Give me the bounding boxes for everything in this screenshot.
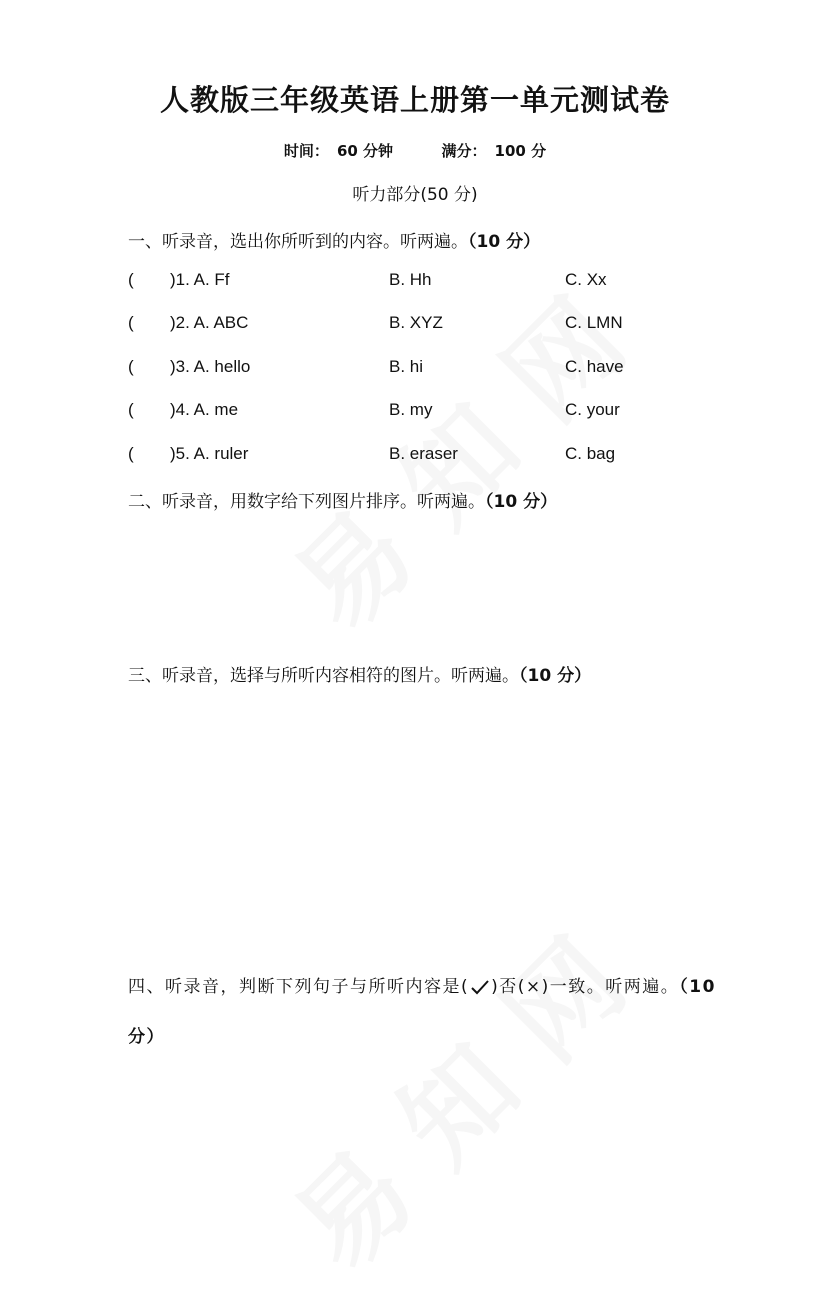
section4-text-2: )否(×)一致。听两遍。 xyxy=(491,977,680,997)
option-c: C. LMN xyxy=(565,313,623,332)
option-c: C. have xyxy=(565,357,624,376)
section2-text: 二、听录音，用数字给下列图片排序。听两遍。 xyxy=(128,492,485,512)
option-c: C. bag xyxy=(565,444,616,463)
question-row xyxy=(128,444,688,470)
exam-meta xyxy=(0,140,830,161)
score-value: 100 分 xyxy=(494,142,547,160)
question-row xyxy=(128,400,688,426)
answer-blank[interactable]: ( xyxy=(128,400,134,419)
section3-text: 三、听录音，选择与所听内容相符的图片。听两遍。 xyxy=(128,666,519,686)
time-value: 60 分钟 xyxy=(336,142,394,160)
section1-score: （10 分） xyxy=(468,232,541,252)
time-label: 时间： xyxy=(283,142,329,160)
option-b: B. Hh xyxy=(389,270,432,289)
option-a: )1. A. Ff xyxy=(170,270,230,289)
option-c: C. your xyxy=(565,400,620,419)
section3-score: （10 分） xyxy=(519,666,592,686)
section2-score: （10 分） xyxy=(485,492,558,512)
section4-heading xyxy=(128,962,718,1062)
section2-heading xyxy=(128,487,557,512)
option-b: B. my xyxy=(389,400,433,419)
answer-blank[interactable]: ( xyxy=(128,444,134,463)
option-b: B. XYZ xyxy=(389,313,443,332)
section1-heading xyxy=(128,227,540,252)
option-a: )2. A. ABC xyxy=(170,313,249,332)
page-title: 人教版三年级英语上册第一单元测试卷 xyxy=(159,83,670,117)
option-a: )4. A. me xyxy=(170,400,239,419)
option-a: )5. A. ruler xyxy=(170,444,249,463)
option-b: B. hi xyxy=(389,357,424,376)
watermark xyxy=(254,899,653,1298)
score-label: 满分： xyxy=(441,142,487,160)
part-heading: 听力部分(50 分) xyxy=(352,185,478,205)
check-mark-icon xyxy=(469,978,491,996)
question-row xyxy=(128,313,688,339)
answer-blank[interactable]: ( xyxy=(128,313,134,332)
section4-score: （10分） xyxy=(128,977,716,1047)
option-b: B. eraser xyxy=(389,444,458,463)
section4-text-1: 四、听录音，判断下列句子与所听内容是( xyxy=(128,977,470,997)
answer-blank[interactable]: ( xyxy=(128,357,134,376)
question-row xyxy=(128,357,688,383)
question-row xyxy=(128,270,688,296)
section1-text: 一、听录音，选出你所听到的内容。听两遍。 xyxy=(128,232,468,252)
section3-heading xyxy=(128,661,591,686)
answer-blank[interactable]: ( xyxy=(128,270,134,289)
option-a: )3. A. hello xyxy=(170,357,251,376)
option-c: C. Xx xyxy=(565,270,607,289)
